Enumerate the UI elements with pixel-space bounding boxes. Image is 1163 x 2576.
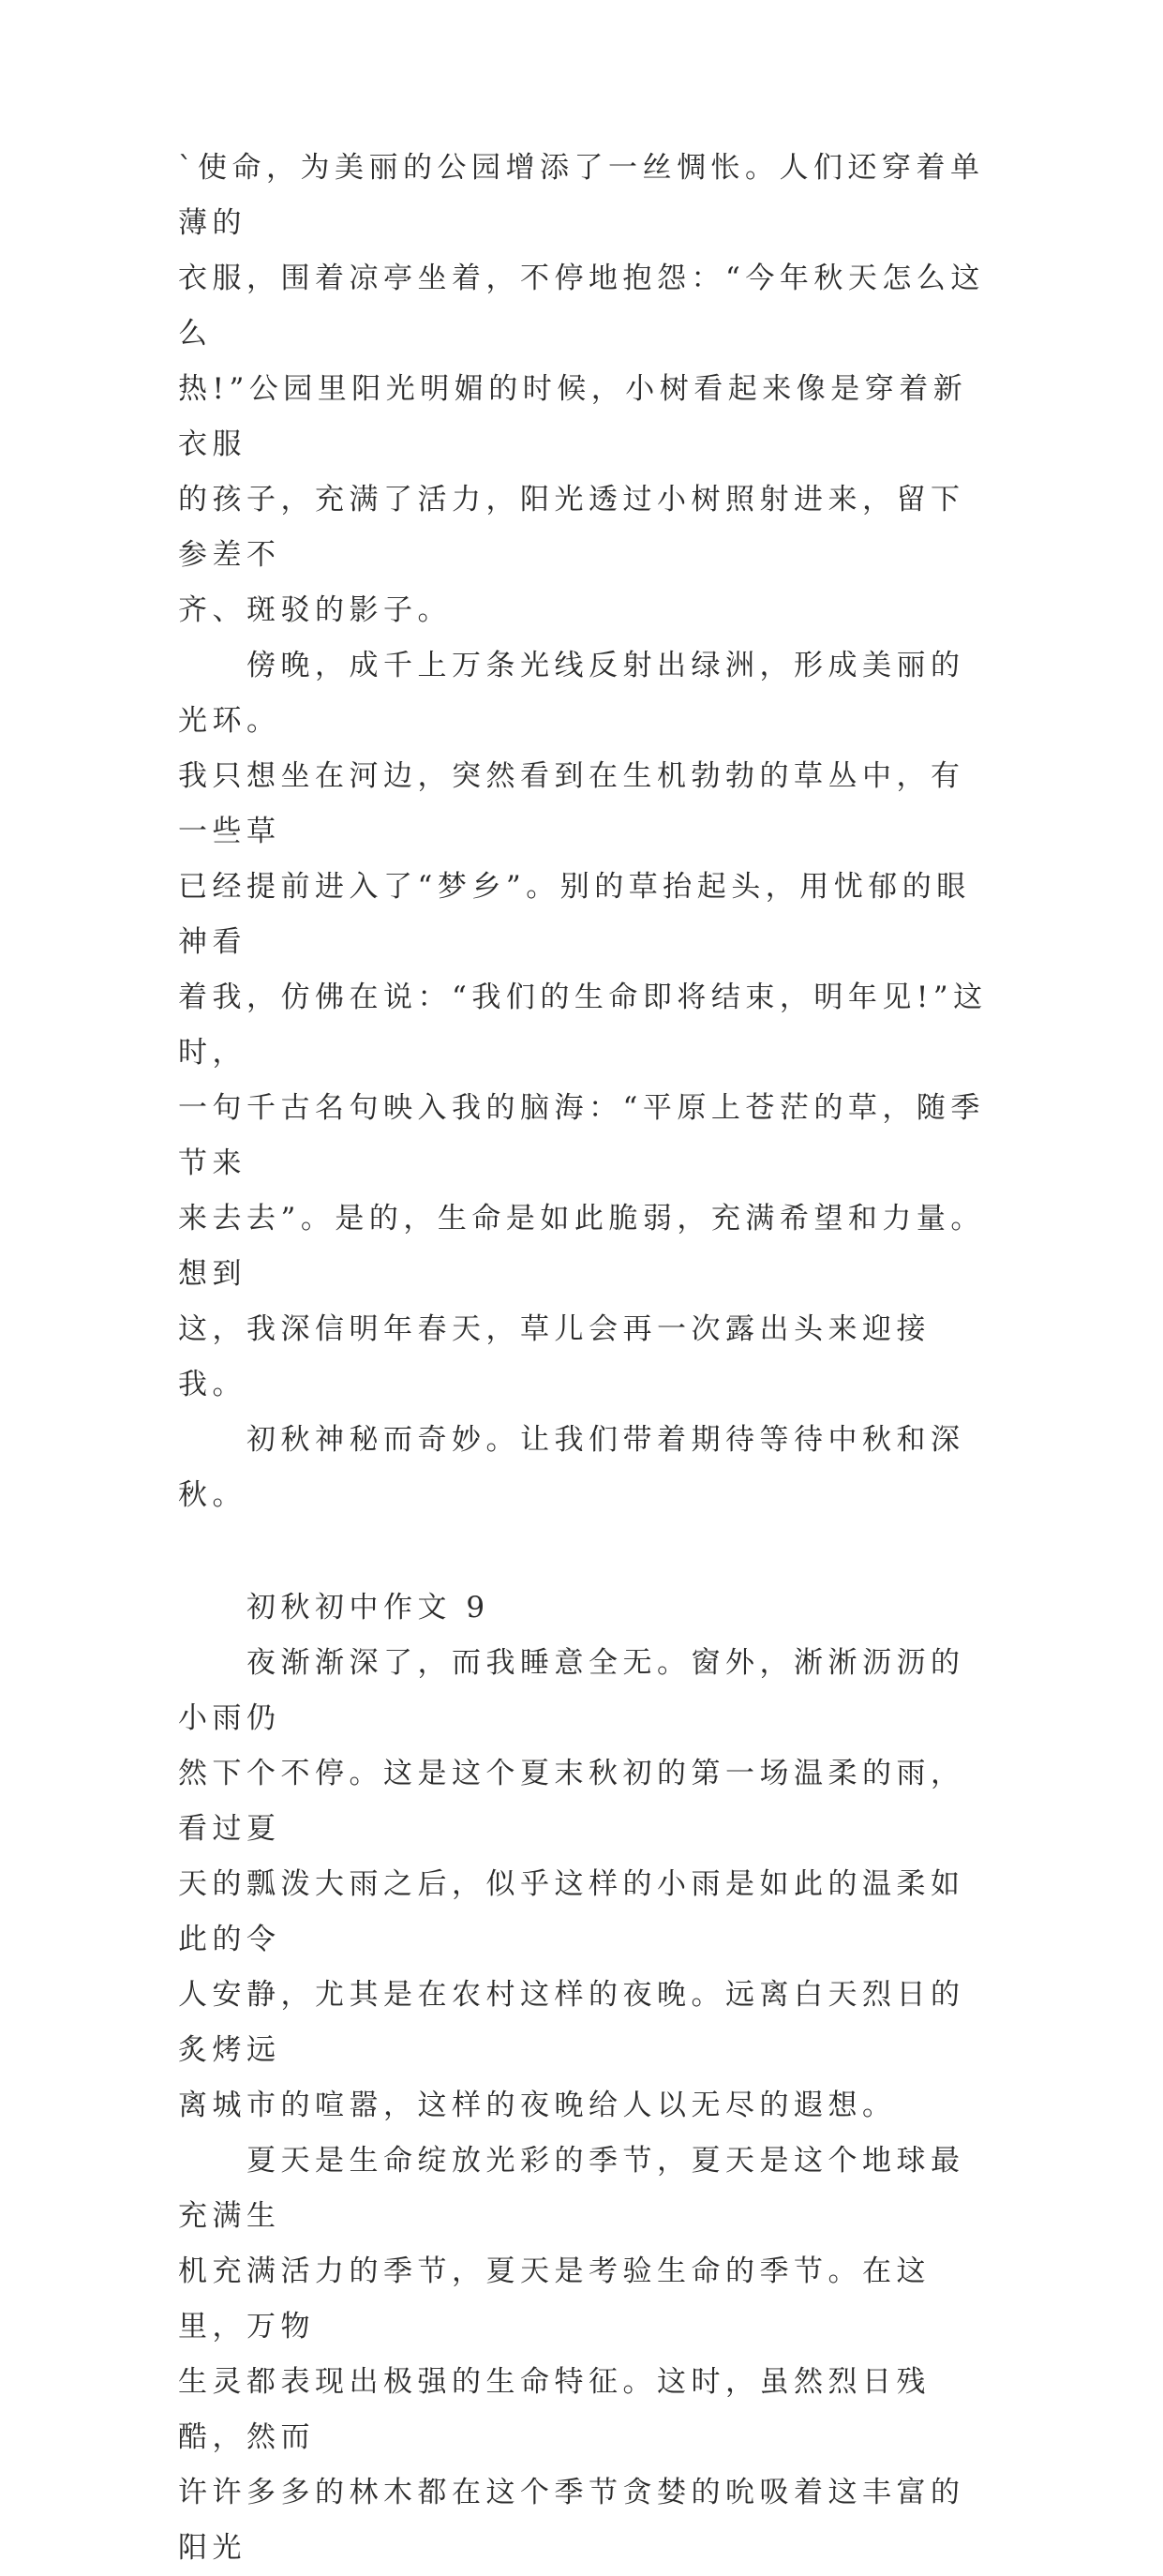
essay-title: 初秋初中作文 9 bbox=[178, 1591, 490, 1625]
paragraph-night-rain: 夜渐渐深了，而我睡意全无。窗外，淅淅沥沥的小雨仍 然下个不停。这是这个夏末秋初的第一场温柔的雨，看过夏 天的瓢泼大雨之后，似乎这样的小雨是如此的温柔如此的令 人安静，尤其是在农村这样的夜晚。远离白天烈日的炙烤远 离城市的喧嚣，这样的夜晚给人以无尽的遐想。 bbox=[178, 1646, 965, 2122]
paragraph-summer-life: 夏天是生命绽放光彩的季节，夏天是这个地球最充满生 机充满活力的季节，夏天是考验生命的季节。在这里，万物 生灵都表现出极强的生命特征。这时，虽然烈日残酷，然而 许许多多的林木都在这个季节贪婪的吮吸着这丰富的阳光 bbox=[178, 2144, 965, 2565]
paragraph-evening-grass: 傍晚，成千上万条光线反射出绿洲，形成美丽的光环。 我只想坐在河边，突然看到在生机勃勃的草丛中，有一些草 已经提前进入了“梦乡”。别的草抬起头，用忧郁的眼神看 着我，仿佛在说：“我们的生命即将结束，明年见!”这时， 一句千古名句映入我的脑海：“平原上苍茫的草，随季节来 来去去”。是的，生命是如此脆弱，充满希望和力量。想到 这，我深信明年春天，草儿会再一次露出头来迎接我。 bbox=[178, 649, 988, 1401]
paragraph-early-autumn-closing: 初秋神秘而奇妙。让我们带着期待等待中秋和深秋。 bbox=[178, 1423, 965, 1512]
document-body bbox=[178, 141, 995, 2576]
paragraph-park-afternoon: `使命，为美丽的公园增添了一丝惆怅。人们还穿着单薄的 衣服，围着凉亭坐着，不停地抱怨：“今年秋天怎么这么 热!”公园里阳光明媚的时候，小树看起来像是穿着新衣服 的孩子，充满了活力，阳光透过小树照射进来，留下参差不 齐、斑驳的影子。 bbox=[178, 151, 985, 627]
